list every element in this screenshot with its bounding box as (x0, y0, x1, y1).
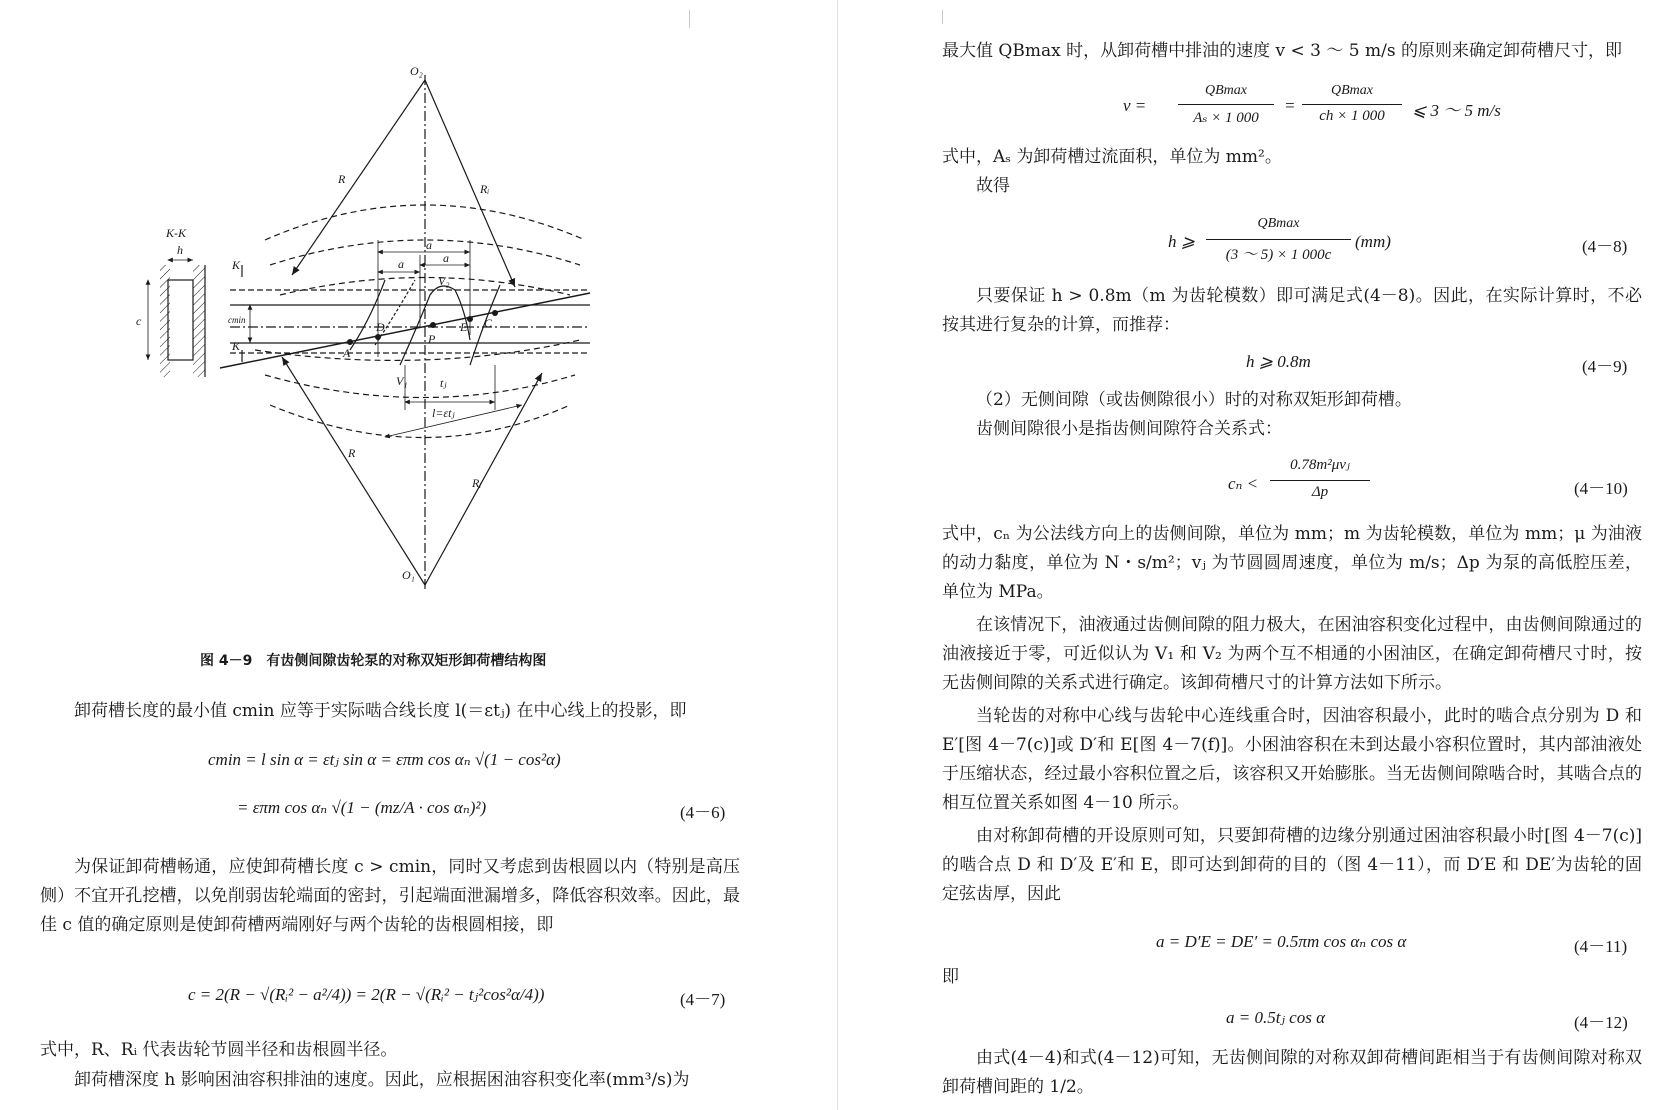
point-e (467, 316, 473, 322)
equation-v-equals: = (1284, 96, 1296, 115)
point-a (347, 339, 353, 345)
paragraph-r2: 式中，Aₛ 为卸荷槽过流面积，单位为 mm²。 (942, 147, 1282, 167)
label-o1: O₁ (402, 568, 415, 582)
equation-4-8-number: (4－8) (1582, 237, 1628, 256)
equation-v-num-2: QBmax (1331, 83, 1373, 98)
paragraph-r4: 只要保证 h > 0.8m（m 为齿轮模数）即可满足式(4－8)。因此，在实际计算时，不必按其进行复杂的计算，而推荐： (942, 286, 1642, 335)
equation-4-10-lhs: cₙ < (1228, 474, 1259, 493)
equation-4-9-number: (4－9) (1582, 357, 1628, 376)
label-apt: A (343, 346, 351, 360)
point-c (492, 310, 498, 316)
equation-4-8-lhs: h ⩾ (1168, 232, 1195, 251)
paragraph-r8: 在该情况下，油液通过齿侧间隙的阻力极大，在困油容积变化过程中，由齿侧间隙通过的油液接近于零，可近似认为 V₁ 和 V₂ 为两个互不相通的小困油区，在确定卸荷槽尺寸时，按无齿侧间隙的关系式进行确定。该卸荷槽尺寸的计算方法如下所示。 (942, 615, 1642, 693)
paragraph-4: 卸荷槽深度 h 影响困油容积排油的速度。因此，应根据困油容积变化率(mm³/s)为 (74, 1070, 690, 1090)
equation-4-10-number: (4－10) (1574, 479, 1628, 498)
equation-4-12: a = 0.5tⱼ cos α (1226, 1008, 1326, 1027)
fraction-bar (1206, 239, 1351, 240)
fraction-bar (1178, 104, 1274, 105)
label-h: h (177, 243, 183, 257)
label-v1: V₁ (396, 374, 408, 388)
equation-4-11-number: (4－11) (1574, 937, 1628, 956)
label-v2: V₂ (438, 274, 450, 288)
equation-v-den-2: ch × 1 000 (1319, 108, 1385, 124)
right-page (838, 0, 1672, 1110)
radius-ri-bottom (425, 373, 542, 585)
label-ri-bottom: Rᵢ (472, 476, 482, 490)
paragraph-r7: 式中，cₙ 为公法线方向上的齿侧间隙，单位为 mm；m 为齿轮模数，单位为 mm；μ 为油液的动力黏度，单位为 N・s/m²；vⱼ 为节圆圆周速度，单位为 m/s；Δp 为泵的高低腔压差，单位为 MPa。 (942, 524, 1642, 602)
equation-v-rhs: ⩽ 3 ～ 5 m/s (1412, 101, 1501, 120)
label-c: c (136, 314, 142, 328)
label-d: D (376, 320, 385, 334)
paragraph-r6: 齿侧间隙很小是指齿侧间隙符合关系式： (976, 419, 1282, 439)
label-l: l=εtⱼ (432, 406, 455, 420)
point-d (375, 334, 381, 340)
equation-4-9: h ⩾ 0.8m (1246, 352, 1311, 371)
radius-r-top (292, 80, 425, 275)
point-p (430, 322, 436, 328)
label-k-bottom: K (232, 339, 241, 353)
section-hatch-right (193, 265, 205, 377)
radius-r-bottom (282, 357, 425, 585)
label-k-top: K (232, 258, 241, 272)
paragraph-r9: 当轮齿的对称中心线与齿轮中心连线重合时，因油容积最小，此时的啮合点分别为 D 和 E′[图 4－7(c)]或 D′和 E[图 4－7(f)]。小困油容积在未到达最小容积位置时，其内部油液处于压缩状态，经过最小容积位置之后，该容积又开始膨胀。当无齿侧间隙啮合时，其啮合点的相互位置关系如图 4－10 所示。 (942, 706, 1642, 813)
paragraph-r12: 由式(4－4)和式(4－12)可知，无齿侧间隙的对称双卸荷槽间距相当于有齿侧间隙对称双卸荷槽间距的 1/2。 (942, 1048, 1642, 1097)
label-cpt: C (484, 316, 493, 330)
label-tj: tⱼ (440, 376, 447, 390)
equation-4-8-den: (3 ～ 5) × 1 000c (1225, 247, 1332, 263)
line-of-action (220, 293, 590, 368)
figure-caption: 图 4－9 有齿侧间隙齿轮泵的对称双矩形卸荷槽结构图 (200, 653, 547, 669)
label-r-bottom: R (348, 446, 356, 460)
label-ad: a (443, 251, 449, 265)
fraction-bar (1302, 104, 1402, 105)
fraction-bar (1270, 480, 1370, 481)
section-groove (168, 280, 193, 360)
equation-4-12-number: (4－12) (1574, 1013, 1628, 1032)
equation-v-den-1: Aₛ × 1 000 (1193, 110, 1259, 126)
label-kk: K-K (166, 226, 187, 240)
label-e: E (460, 320, 468, 334)
paragraph-2: 为保证卸荷槽畅通，应使卸荷槽长度 c > cmin，同时又考虑到齿根圆以内（特别是高压侧）不宜开孔挖槽，以免削弱齿轮端面的密封，引起端面泄漏增多，降低容积效率。因此，最佳 c 值的确定原则是使卸荷槽两端刚好与两个齿轮的齿根圆相接，即 (40, 857, 740, 935)
crop-mark (689, 10, 690, 28)
paragraph-r10: 由对称卸荷槽的开设原则可知，只要卸荷槽的边缘分别通过困油容积最小时[图 4－7(c)]的啮合点 D 和 D′及 E′和 E，即可达到卸荷的目的（图 4－11），而 D′E 和 DE′为齿轮的固定弦齿厚，因此 (942, 826, 1642, 904)
equation-v-num-1: QBmax (1205, 83, 1247, 98)
paragraph-r5: （2）无侧间隙（或齿侧隙很小）时的对称双矩形卸荷槽。 (976, 390, 1412, 410)
paragraph-r1: 最大值 QBmax 时，从卸荷槽中排油的速度 v < 3 ～ 5 m/s 的原则来确定卸荷槽尺寸，即 (942, 41, 1622, 61)
equation-4-11: a = D′E = DE′ = 0.5πm cos αₙ cos α (1156, 932, 1407, 951)
lower-pitch-circle (265, 375, 575, 398)
paragraph-1: 卸荷槽长度的最小值 cmin 应等于实际啮合线长度 l(＝εtⱼ) 在中心线上的投影，即 (74, 701, 687, 721)
gear-unloading-groove-figure (136, 64, 610, 605)
label-p: P (428, 332, 436, 346)
label-ri-top: Rᵢ (480, 182, 490, 196)
paragraph-3: 式中，R、Rᵢ 代表齿轮节圆半径和齿根圆半径。 (40, 1040, 398, 1060)
label-cmin: cmin (228, 315, 246, 325)
equation-4-8-unit: (mm) (1355, 232, 1391, 251)
equation-4-10-num: 0.78m²μvⱼ (1290, 457, 1350, 473)
equation-4-8-num: QBmax (1257, 216, 1300, 231)
equation-4-6-number: (4－6) (680, 803, 726, 822)
equation-4-6-line-2: = επm cos αₙ √(1 − (mz/A · cos αₙ)²) (237, 798, 487, 817)
label-r-top: R (338, 172, 346, 186)
paragraph-r3: 故得 (976, 176, 1010, 196)
equation-4-7-number: (4－7) (680, 990, 726, 1009)
label-o2: O₂ (410, 64, 423, 78)
equation-v-lhs: v = (1123, 96, 1147, 115)
label-a: a (426, 238, 432, 252)
equation-4-6-line-1: cmin = l sin α = εtⱼ sin α = επm cos αₙ √(1 − cos²α) (208, 750, 561, 769)
paragraph-r11: 即 (942, 967, 959, 987)
crop-mark (942, 10, 943, 24)
equation-4-7: c = 2(R − √(Rᵢ² − a²/4)) = 2(R − √(Rᵢ² − tⱼ²cos²α/4)) (188, 985, 545, 1004)
equation-4-10-den: Δp (1311, 484, 1329, 500)
label-ag: a (398, 257, 404, 271)
section-hatch-left (160, 265, 170, 377)
